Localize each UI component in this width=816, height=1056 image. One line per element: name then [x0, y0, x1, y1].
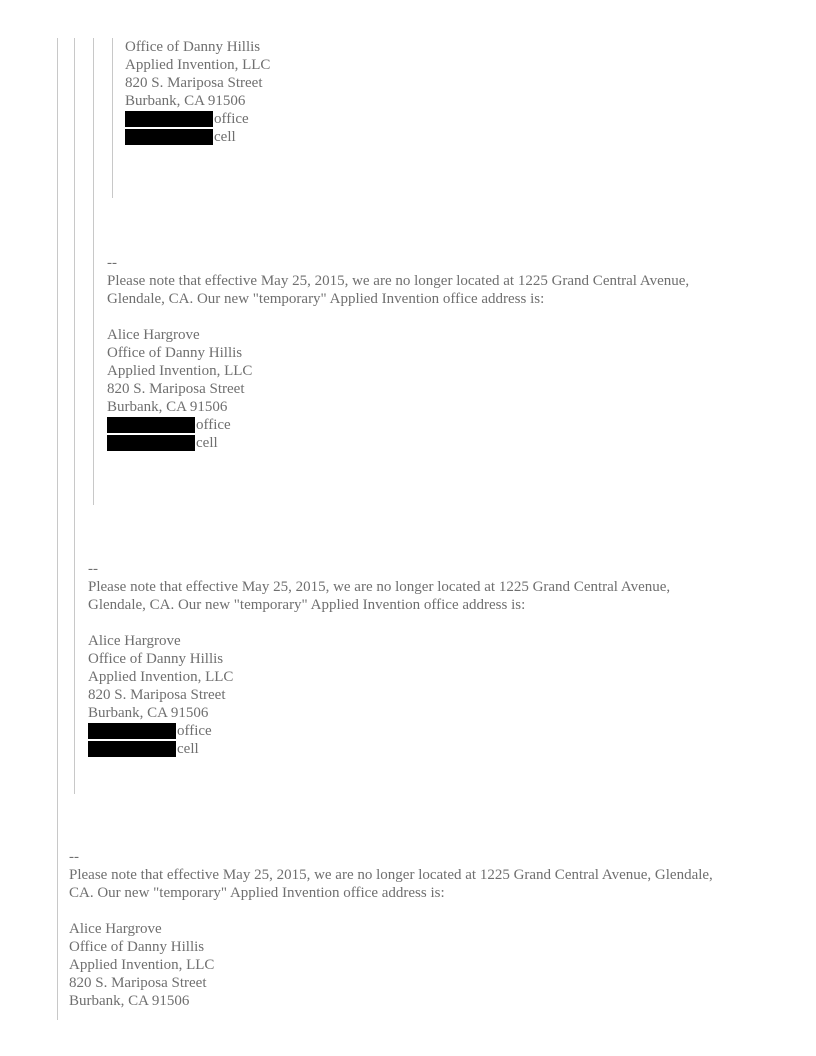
redaction-box — [125, 129, 213, 145]
cell-phone-row — [107, 434, 252, 452]
notice-line: Please note that effective May 25, 2015, we are no longer located at 1225 Grand Central Avenue, — [88, 579, 671, 595]
quote-bar-level-1 — [57, 38, 58, 1020]
notice-line: Please note that effective May 25, 2015, we are no longer located at 1225 Grand Central Avenue, — [107, 273, 690, 289]
address-line: Burbank, CA 91506 — [107, 399, 228, 415]
address-line: 820 S. Mariposa Street — [69, 975, 207, 991]
office-phone-row — [88, 722, 233, 740]
address-line: Applied Invention, LLC — [125, 57, 271, 73]
signature-address-level-1 — [69, 920, 214, 1010]
office-label: office — [177, 723, 212, 739]
cell-label: cell — [196, 435, 218, 451]
cell-label: cell — [177, 741, 199, 757]
redaction-box — [88, 741, 176, 757]
relocation-notice — [107, 272, 689, 308]
quoted-address-level-4 — [125, 38, 270, 146]
address-line: Office of Danny Hillis — [69, 939, 205, 955]
address-line: Applied Invention, LLC — [69, 957, 215, 973]
quote-bar-level-4 — [112, 38, 113, 198]
address-line: Burbank, CA 91506 — [69, 993, 190, 1009]
relocation-notice — [69, 866, 713, 902]
notice-line: Please note that effective May 25, 2015, we are no longer located at 1225 Grand Central Avenue, Glendale, — [69, 867, 713, 883]
contact-name: Alice Hargrove — [69, 921, 162, 937]
contact-name: Alice Hargrove — [88, 633, 181, 649]
redaction-box — [88, 723, 176, 739]
address-line: 820 S. Mariposa Street — [107, 381, 245, 397]
address-line: Office of Danny Hillis — [125, 39, 261, 55]
address-line: Applied Invention, LLC — [107, 363, 253, 379]
redaction-box — [107, 417, 195, 433]
quote-bar-level-3 — [93, 38, 94, 505]
office-label: office — [214, 111, 249, 127]
contact-name: Alice Hargrove — [107, 327, 200, 343]
address-line: Applied Invention, LLC — [88, 669, 234, 685]
cell-phone-row — [125, 128, 270, 146]
address-line: 820 S. Mariposa Street — [88, 687, 226, 703]
address-line: Office of Danny Hillis — [88, 651, 224, 667]
cell-phone-row — [88, 740, 233, 758]
redaction-box — [107, 435, 195, 451]
signature-separator: -- — [88, 561, 98, 577]
notice-line: Glendale, CA. Our new "temporary" Applied Invention office address is: — [107, 291, 545, 307]
notice-line: CA. Our new "temporary" Applied Invention office address is: — [69, 885, 445, 901]
signature-address-level-3 — [107, 326, 252, 452]
address-line: Office of Danny Hillis — [107, 345, 243, 361]
redaction-box — [125, 111, 213, 127]
relocation-notice — [88, 578, 670, 614]
signature-separator: -- — [69, 849, 79, 865]
cell-label: cell — [214, 129, 236, 145]
signature-address-level-2 — [88, 632, 233, 758]
address-line: 820 S. Mariposa Street — [125, 75, 263, 91]
notice-line: Glendale, CA. Our new "temporary" Applied Invention office address is: — [88, 597, 526, 613]
signature-separator: -- — [107, 255, 117, 271]
office-phone-row — [125, 110, 270, 128]
address-line: Burbank, CA 91506 — [88, 705, 209, 721]
quote-bar-level-2 — [74, 38, 75, 794]
office-label: office — [196, 417, 231, 433]
address-line: Burbank, CA 91506 — [125, 93, 246, 109]
office-phone-row — [107, 416, 252, 434]
